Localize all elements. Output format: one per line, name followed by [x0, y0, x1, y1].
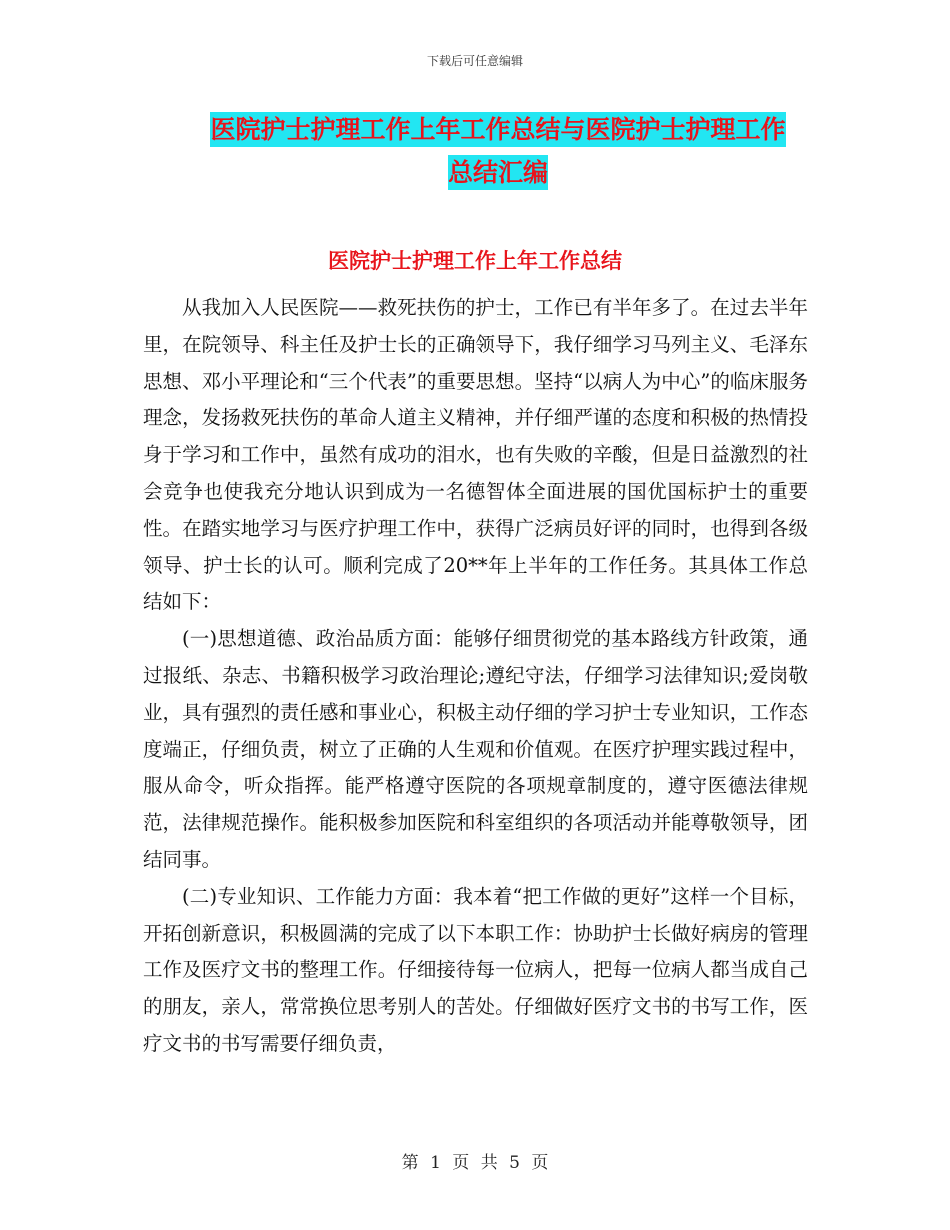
- document-body: [143, 290, 808, 1063]
- section-title: 医院护士护理工作上年工作总结: [328, 249, 622, 273]
- body-paragraph-intro: 从我加入人民医院——救死扶伤的护士，工作已有半年多了。在过去半年里，在院领导、科主任及护士长的正确领导下，我仔细学习马列主义、毛泽东思想、邓小平理论和“三个代表”的重要思想。坚持“以病人为中心”的临床服务理念，发扬救死扶伤的革命人道主义精神，并仔细严谨的态度和积极的热情投身于学习和工作中，虽然有成功的泪水，也有失败的辛酸，但是日益激烈的社会竞争也使我充分地认识到成为一名德智体全面进展的国优国标护士的重要性。在踏实地学习与医疗护理工作中，获得广泛病员好评的同时，也得到各级领导、护士长的认可。顺利完成了20**年上半年的工作任务。其具体工作总结如下：: [143, 296, 808, 614]
- page-number-footer: 第 1 页 共 5 页: [401, 1153, 549, 1173]
- page-header-note: 下载后可任意编辑: [426, 54, 523, 68]
- body-paragraph-ethics: (一)思想道德、政治品质方面：能够仔细贯彻党的基本路线方针政策，通过报纸、杂志、书籍积极学习政治理论;遵纪守法，仔细学习法律知识;爱岗敬业，具有强烈的责任感和事业心，积极主动仔细的学习护士专业知识，工作态度端正，仔细负责，树立了正确的人生观和价值观。在医疗护理实践过程中，服从命令，听众指挥。能严格遵守医院的各项规章制度的，遵守医德法律规范，法律规范操作。能积极参加医院和科室组织的各项活动并能尊敬领导，团结同事。: [143, 627, 808, 871]
- document-title: [192, 108, 804, 194]
- document-title-line-1: 医院护士护理工作上年工作总结与医院护士护理工作: [210, 112, 785, 147]
- document-title-line-2: 总结汇编: [448, 155, 548, 190]
- body-paragraph-skills: (二)专业知识、工作能力方面：我本着“把工作做的更好”这样一个目标，开拓创新意识，积极圆满的完成了以下本职工作：协助护士长做好病房的管理工作及医疗文书的整理工作。仔细接待每一位病人，把每一位病人都当成自己的朋友，亲人，常常换位思考别人的苦处。仔细做好医疗文书的书写工作，医疗文书的书写需要仔细负责，: [143, 884, 808, 1055]
